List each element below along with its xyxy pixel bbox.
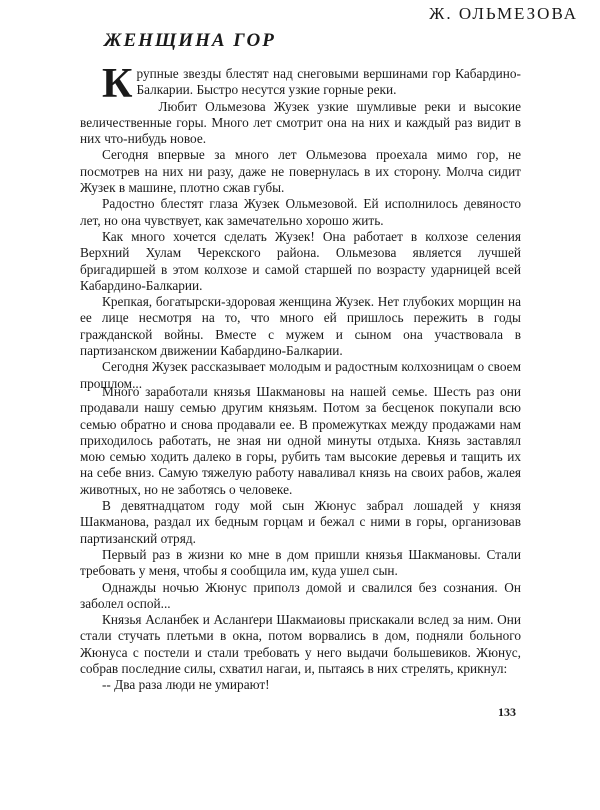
paragraph: Первый раз в жизни ко мне в дом пришли князья Шакмановы. Стали требовать у меня, чтобы я сообщила им, куда ушел сын. — [80, 546, 521, 579]
author-name: Ж. ОЛЬМЕЗОВА — [429, 4, 578, 23]
paragraph: Как много хочется сделать Жузек! Она работает в колхозе селения Верхний Хулам Черекского района. Ольмезова является лучшей бригадиршей в этом колхозе и самой старшей по возрасту ударницей всей Кабардино-Балкарии. — [80, 228, 521, 293]
paragraph-text: рупные звезды блестят над снеговыми вершинами гор Кабардино-Балкарии. Быстро несутся узкие горные реки. — [136, 66, 521, 98]
paragraph: Сегодня Жузек рассказывает молодым и радостным колхозницам о своем прошлом... — [80, 359, 521, 391]
paragraph: В девятнадцатом году мой сын Жюнус забрал лошадей у князя Шакманова, раздал их бедным горцам и бежал с ними в горы, организовав партизанский отряд. — [80, 498, 521, 546]
paragraph: Князья Асланбек и Асланґери Шакмаиовы прискакали вслед за ним. Они стали стучать плетьми в окна, потом ворвались в дом, подняли больного Жюнуса с постели и стали требовать у него выдачи большевиков. Жюнус, собрав последние силы, схватил нагаи, и, пытаясь в них стрелять, крикнул: — [80, 612, 521, 677]
paragraph — [80, 61, 521, 107]
article-title: ЖЕНЩИНА ГОР — [104, 30, 276, 51]
page-number: 133 — [498, 705, 516, 719]
paragraph: Сегодня впервые за много лет Ольмезова проехала мимо гор, не посмотрев на них ни разу, даже не повернулась в их сторону. Молча сидит Жузек в машине, плотно сжав губы. — [80, 147, 521, 196]
paragraph-dialogue: -- Два раза люди не умирают! — [102, 677, 270, 693]
paragraph: Однажды ночью Жюнус приполз домой и свалился без сознания. Он заболел оспой... — [80, 579, 521, 611]
paragraph: Любит Ольмезова Жузек узкие шумливые реки и высокие величественные горы. Много лет смотрит она на них и каждый раз видит в них что-нибудь новое. — [80, 98, 521, 147]
paragraph: Крепкая, богатырски-здоровая женщина Жузек. Нет глубоких морщин на ее лице несмотря на то, что много ей пришлось пережить в годы гражданской войны. Вместе с мужем и сыном она участвовала в партизанском движении Кабардино-Балкарии. — [80, 294, 521, 359]
drop-cap: К — [102, 61, 133, 107]
paragraph: Много заработали князья Шакмановы на нашей семье. Шесть раз они продавали нашу семью другим князьям. Потом за бесценок покупали всю семью обратно и снова продавали ее. В промежутках между продажами нам приходилось работать, не зная ни одной минуты отдыха. Князь заставлял мою семью ходить далеко в горы, рубить там высокие деревья и тащить их на себе вниз. Самую тяжелую работу наваливал князь на своих рабов, жалея животных, но не заботясь о человеке. — [80, 384, 521, 497]
article-section-story — [80, 384, 521, 694]
article-section-intro — [80, 61, 521, 392]
paragraph: Радостно блестят глаза Жузек Ольмезовой. Ей исполнилось девяносто лет, но она чувствует, как замечательно хорошо жить. — [80, 196, 521, 228]
